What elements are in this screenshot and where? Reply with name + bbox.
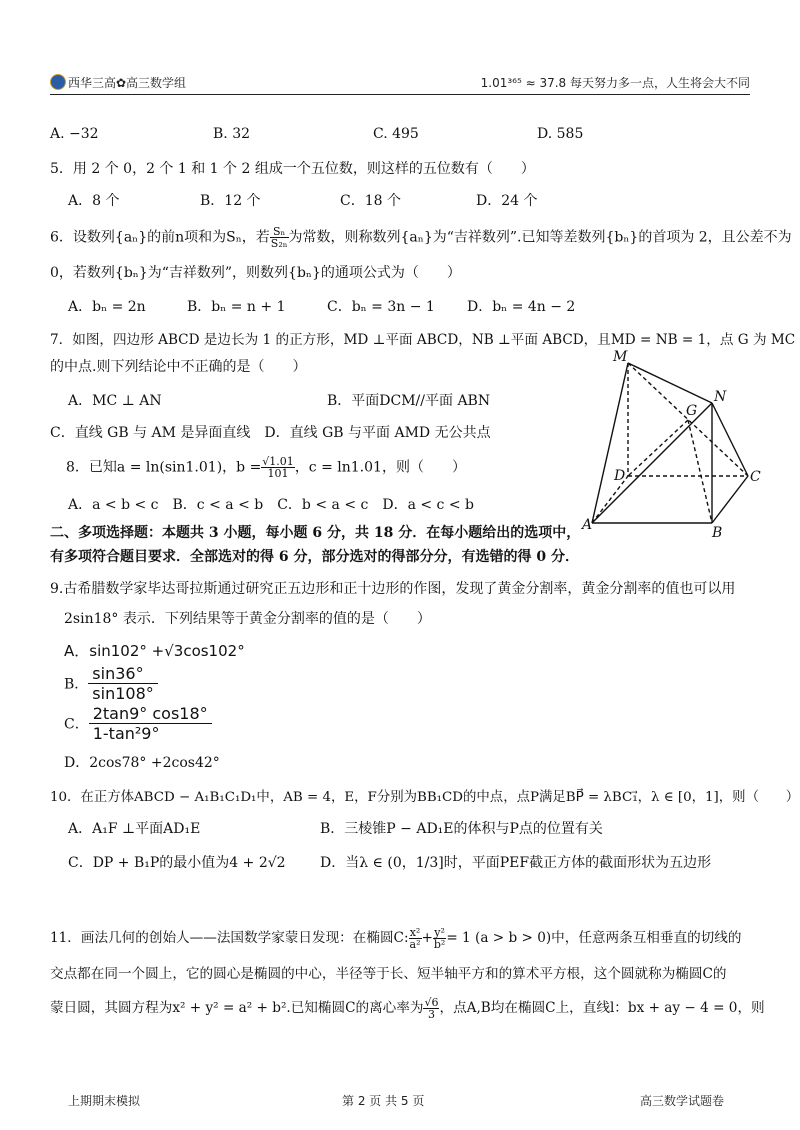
q9-option-b-label: B． <box>64 676 89 693</box>
label-g: G <box>686 403 698 419</box>
edge-mn <box>628 363 712 403</box>
q8-frac-den: 101 <box>267 467 289 480</box>
q6-line2: 0，若数列{bₙ}为“吉祥数列”，则数列{bₙ}的通项公式为（ ） <box>50 265 461 281</box>
edge-bc <box>712 476 748 523</box>
header-school <box>50 74 186 91</box>
q8-stem <box>66 456 466 479</box>
q7-line1: 7．如图，四边形 ABCD 是边长为 1 的正方形，MD ⊥平面 ABCD，NB ⊥平面 ABCD，且MD = NB = 1，点 G 为 MC <box>50 332 796 348</box>
q11-line3 <box>50 996 765 1020</box>
q6-option-b: B．bₙ = n + 1 <box>187 299 286 315</box>
q9-c-den: 1-tan²9° <box>92 724 160 743</box>
q10-option-d: D．当λ ∈ (0，1/3]时，平面PEF截正方体的截面形状为五边形 <box>320 855 712 871</box>
q11-frac1-num: x² <box>409 926 421 939</box>
q4-option-a: A. −32 <box>50 126 99 142</box>
q7-line2: 的中点.则下列结论中不正确的是（ ） <box>50 359 307 375</box>
q10-option-a: A．A₁F ⊥平面AD₁E <box>68 821 201 837</box>
q4-option-d: D. 585 <box>537 126 584 142</box>
edge-an <box>592 403 712 523</box>
q10-option-c: C．DP + B₁P的最小值为4 + 2√2 <box>68 855 286 871</box>
q10-stem: 10．在正方体ABCD − A₁B₁C₁D₁中，AB = 4，E，F分别为BB₁CD的中点，点P满足BP⃗ = λBC₁⃗，λ ∈ [0，1]，则（ ） <box>50 790 800 805</box>
q9-option-b <box>64 664 158 703</box>
label-d: D <box>614 468 626 484</box>
q11-frac1-den: a² <box>409 938 421 951</box>
label-n: N <box>714 389 727 405</box>
q9-option-c-fraction <box>89 704 212 743</box>
q11-ecc-num: √6 <box>424 996 439 1009</box>
q5-option-c: C．18 个 <box>340 193 401 209</box>
q9-line2: 2sin18° 表示．下列结果等于黄金分割率的值的是（ ） <box>64 611 431 627</box>
q5-option-d: D．24 个 <box>476 193 538 209</box>
q9-option-d: D．2cos78° +2cos42° <box>64 755 220 771</box>
q11-frac2-num: y² <box>434 926 445 939</box>
q6-option-c: C．bₙ = 3n − 1 <box>327 299 435 315</box>
footer-page-number: 第 2 页 共 5 页 <box>342 1094 425 1108</box>
school-logo-icon <box>50 74 66 90</box>
label-c: C <box>750 469 761 485</box>
q8-b-fraction <box>261 456 295 479</box>
edge-gb <box>688 420 712 523</box>
q4-option-c: C. 495 <box>373 126 419 142</box>
label-b: B <box>712 525 723 540</box>
footer-left: 上期期末模拟 <box>68 1094 141 1108</box>
q7-option-a: A．MC ⊥ AN <box>68 393 162 409</box>
q9-option-b-fraction <box>88 664 157 703</box>
q6-line1 <box>50 226 792 249</box>
q11-x-fraction <box>409 927 422 950</box>
q11-ecc-fraction <box>423 997 439 1020</box>
q6-line1-start: 6．设数列{aₙ}的前n项和为Sₙ，若 <box>50 229 270 246</box>
q11-line2: 交点都在同一个圆上，它的圆心是椭圆的中心，半径等于长、短半轴平方和的算术平方根，这个圆就称为椭圆C的 <box>50 966 727 982</box>
q6-option-d: D．bₙ = 4n − 2 <box>467 299 576 315</box>
q9-option-c <box>64 704 212 743</box>
q5-option-a: A．8 个 <box>68 193 120 209</box>
q7-option-b: B．平面DCM//平面 ABN <box>327 393 491 409</box>
q8-stem-end: ，c = ln1.01，则（ ） <box>294 459 466 476</box>
q9-b-den: sin108° <box>92 684 154 703</box>
q11-line3-end: ，点A,B均在椭圆C上，直线l：bx + ay − 4 = 0，则 <box>439 1000 765 1016</box>
q8-stem-start: 8．已知a = ln(sin1.01)，b = <box>66 459 262 476</box>
q11-ecc-den: 3 <box>427 1008 435 1021</box>
q6-frac-den: S₂ₙ <box>270 237 288 250</box>
q11-plus: + <box>421 930 433 946</box>
section2-title-line1: 二、多项选择题：本题共 3 小题，每小题 6 分，共 18 分．在每小题给出的选项中， <box>50 525 581 541</box>
label-m: M <box>613 349 628 365</box>
label-a: A <box>582 517 593 533</box>
q6-option-a: A．bₙ = 2n <box>68 299 146 315</box>
q11-y-fraction <box>433 927 446 950</box>
q9-option-c-label: C． <box>64 716 89 733</box>
q5-option-b: B．12 个 <box>200 193 261 209</box>
q8-options: A．a < b < c B．c < a < b C．b < a < c D．a < c < b <box>68 497 474 513</box>
section2-title-line2: 有多项符合题目要求．全部选对的得 6 分，部分选对的得部分分，有选错的得 0 分． <box>50 549 579 565</box>
q6-ratio-fraction <box>270 226 289 249</box>
q8-frac-num: √1.01 <box>262 455 294 468</box>
q9-b-num: sin36° <box>88 664 157 684</box>
q11-line1 <box>50 926 741 950</box>
q9-option-a: A．sin102° +√3cos102° <box>64 642 245 660</box>
q9-line1: 9.古希腊数学家毕达哥拉斯通过研究正五边形和正十边形的作图，发现了黄金分割率，黄金分割率的值也可以用 <box>50 581 736 597</box>
header-divider <box>50 94 750 95</box>
q11-line3-start: 蒙日圆，其圆方程为x² + y² = a² + b².已知椭圆C的离心率为 <box>50 1000 424 1016</box>
edge-nc <box>712 403 748 476</box>
edge-gd <box>628 420 688 476</box>
q10-option-b: B．三棱锥P − AD₁E的体积与P点的位置有关 <box>320 821 603 837</box>
q11-line1-start: 11．画法几何的创始人——法国数学家蒙日发现：在椭圆C: <box>50 930 409 946</box>
q11-frac2-den: b² <box>433 938 446 951</box>
q5-stem: 5．用 2 个 0，2 个 1 和 1 个 2 组成一个五位数，则这样的五位数有（ ） <box>50 161 535 177</box>
header-left-text: 西华三高✿高三数学组 <box>68 76 187 90</box>
q6-line1-end: 为常数，则称数列{aₙ}为“吉祥数列”.已知等差数列{bₙ}的首项为 2，且公差不为 <box>288 229 792 246</box>
geometry-figure <box>580 345 770 540</box>
q11-line1-end: = 1 (a > b > 0)中，任意两条互相垂直的切线的 <box>446 930 742 946</box>
q7-options-cd: C．直线 GB 与 AM 是异面直线 D．直线 GB 与平面 AMD 无公共点 <box>50 425 491 441</box>
q9-c-num: 2tan9° cos18° <box>89 704 212 724</box>
q6-frac-num: Sₙ <box>270 226 289 238</box>
header-motto: 1.01³⁶⁵ ≈ 37.8 每天努力多一点，人生将会大不同 <box>480 76 750 90</box>
q4-option-b: B. 32 <box>213 126 251 142</box>
footer-right: 高三数学试题卷 <box>640 1094 725 1108</box>
